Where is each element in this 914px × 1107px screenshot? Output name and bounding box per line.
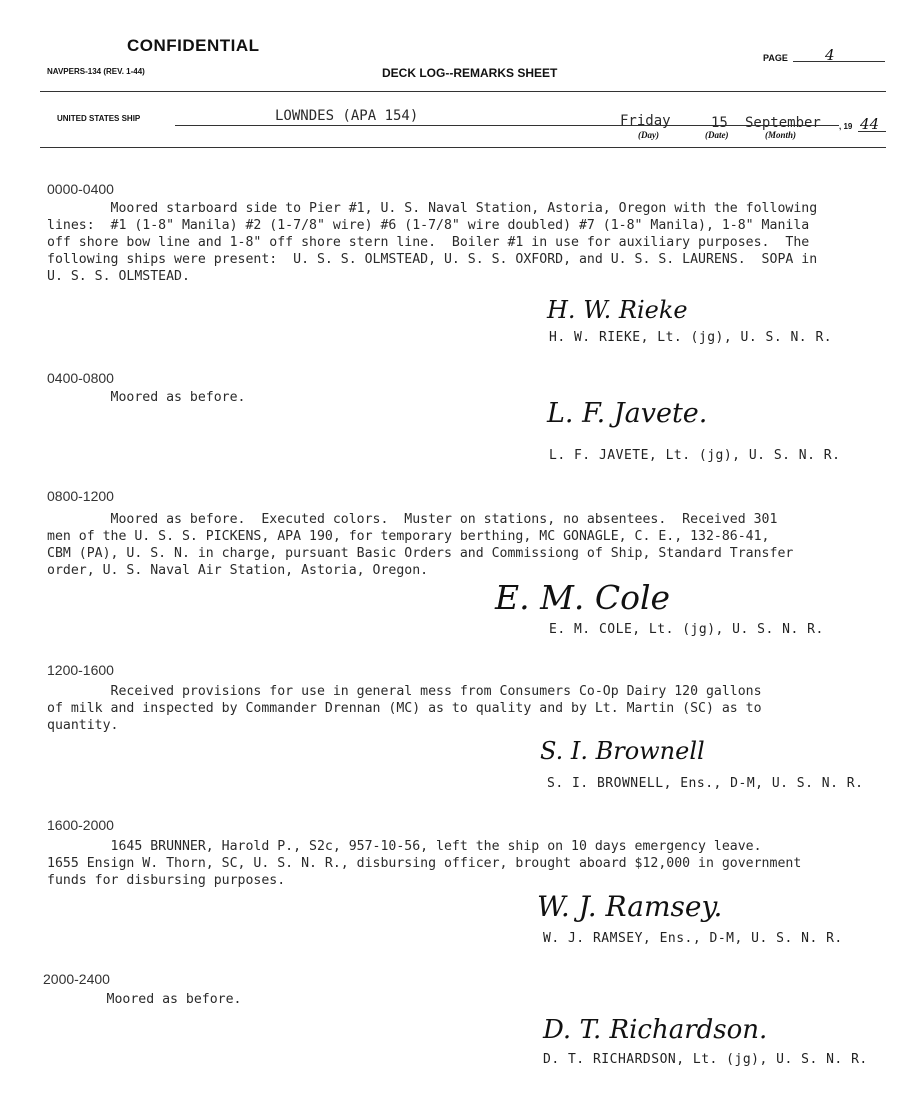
entry-line: 1645 BRUNNER, Harold P., S2c, 957-10-56, left the ship on 10 days emergency leave. [47, 839, 762, 854]
handwritten-signature: W. J. Ramsey. [537, 890, 723, 923]
month-value: September [745, 115, 821, 131]
month-label: (Month) [765, 130, 797, 140]
entry-line: off shore bow line and 1-8" off shore stern line. Boiler #1 in use for auxiliary purposes. The [47, 235, 810, 250]
entry-line: Moored as before. [43, 992, 242, 1007]
entry-line: Moored starboard side to Pier #1, U. S. Naval Station, Astoria, Oregon with the following [47, 201, 818, 216]
handwritten-signature: E. M. Cole [495, 578, 671, 617]
entry-line: lines: #1 (1-8" Manila) #2 (1-7/8" wire) #6 (1-7/8" wire doubled) #7 (1-8" Manila), 1-8" Manila [47, 218, 810, 233]
entry-line: Received provisions for use in general mess from Consumers Co-Op Dairy 120 gallons [47, 684, 762, 699]
entry-line: quantity. [47, 718, 119, 733]
entry-line: CBM (PA), U. S. N. in charge, pursuant Basic Orders and Commissiong of Ship, Standard Transfer [47, 546, 794, 561]
watch-time: 2000-2400 [43, 971, 110, 987]
watch-time: 0400-0800 [47, 370, 114, 386]
signature-line: W. J. RAMSEY, Ens., D-M, U. S. N. R. [543, 931, 843, 946]
handwritten-signature: S. I. Brownell [540, 737, 705, 765]
entry-line: 1655 Ensign W. Thorn, SC, U. S. N. R., disbursing officer, brought aboard $12,000 in government [47, 856, 802, 871]
entry-line: Moored as before. Executed colors. Muster on stations, no absentees. Received 301 [47, 512, 778, 527]
confidential-heading: CONFIDENTIAL [127, 36, 260, 55]
entry-line: U. S. S. OLMSTEAD. [47, 269, 190, 284]
page-number: 4 [825, 46, 835, 64]
day-label: (Day) [638, 130, 659, 140]
form-number: NAVPERS-134 (REV. 1-44) [47, 67, 145, 76]
signature-line: E. M. COLE, Lt. (jg), U. S. N. R. [549, 622, 824, 637]
entry-line: Moored as before. [47, 390, 246, 405]
handwritten-signature: H. W. Rieke [547, 296, 688, 324]
watch-time: 0800-1200 [47, 488, 114, 504]
watch-time: 1600-2000 [47, 817, 114, 833]
entry-line: funds for disbursing purposes. [47, 873, 286, 888]
page-label: PAGE [763, 53, 788, 63]
day-value: Friday [620, 113, 671, 129]
ship-name: LOWNDES (APA 154) [275, 108, 419, 124]
ship-name-underline [175, 125, 607, 126]
entry-line: order, U. S. Naval Air Station, Astoria, Oregon. [47, 563, 429, 578]
sheet-title: DECK LOG--REMARKS SHEET [382, 66, 558, 80]
entry-line: following ships were present: U. S. S. OLMSTEAD, U. S. S. OXFORD, and U. S. S. LAURENS. SOPA in [47, 252, 818, 267]
entry-line: men of the U. S. S. PICKENS, APA 190, for temporary berthing, MC GONAGLE, C. E., 132-86-41, [47, 529, 770, 544]
page-number-underline [793, 61, 885, 62]
ship-label: UNITED STATES SHIP [57, 114, 141, 123]
year-suffix: 44 [860, 115, 880, 133]
signature-line: S. I. BROWNELL, Ens., D-M, U. S. N. R. [547, 776, 864, 791]
handwritten-signature: L. F. Javete. [547, 398, 708, 429]
date-label: (Date) [705, 130, 729, 140]
header-rule-bottom [40, 147, 886, 148]
watch-time: 1200-1600 [47, 662, 114, 678]
header-rule-top [40, 91, 886, 92]
handwritten-signature: D. T. Richardson. [543, 1015, 768, 1045]
watch-time: 0000-0400 [47, 181, 114, 197]
signature-line: H. W. RIEKE, Lt. (jg), U. S. N. R. [549, 330, 833, 345]
date-value: 15 [711, 115, 728, 131]
signature-line: D. T. RICHARDSON, Lt. (jg), U. S. N. R. [543, 1052, 868, 1067]
signature-line: L. F. JAVETE, Lt. (jg), U. S. N. R. [549, 448, 841, 463]
entry-line: of milk and inspected by Commander Drennan (MC) as to quality and by Lt. Martin (SC) as to [47, 701, 762, 716]
year-prefix: , 19 [839, 122, 853, 131]
